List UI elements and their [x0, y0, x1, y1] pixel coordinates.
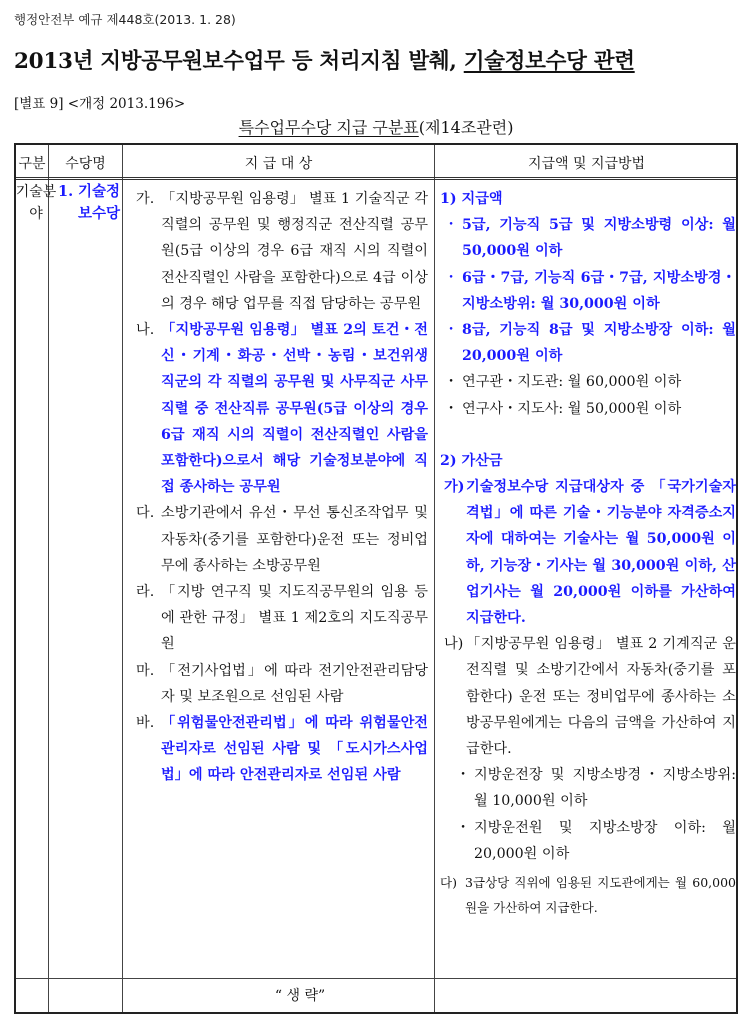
item-text: 「전기사업법」에 따라 전기안전관리담당자 및 보조원으로 선임된 사람	[161, 662, 428, 705]
target-item	[136, 500, 428, 579]
surcharge-sub-item	[440, 762, 736, 814]
item-marker: 가.	[136, 191, 155, 207]
item-text: 「지방공무원 임용령」 별표 2의 토건・전신・기계・화공・선박・농림・보건위생 직군의 각 직렬의 공무원 및 사무직군 사무직렬 중 전산직류 공무원(5급 이상의 경우 6급 재직 시의 직렬이 전산직렬인 사람을 포함한다)으로서 해당 기술정보분야에 직접 종사하는 공무원	[161, 322, 428, 496]
item-text: 연구관・지도관: 월 60,000원 이하	[462, 374, 682, 391]
document-title-main: 2013년 지방공무원보수업무 등 처리지침 발췌,	[14, 49, 464, 74]
appendix-label: [별표 9] <개정 2013.196>	[14, 96, 186, 112]
bullet-marker: ・	[456, 767, 471, 784]
item-marker: 나.	[136, 322, 155, 339]
surcharge-section-title: 2) 가산금	[440, 452, 503, 469]
payment-item	[440, 369, 736, 395]
target-item	[136, 579, 428, 658]
item-text: 3급상당 직위에 임용된 지도관에게는 월 60,000원을 가산하여 지급한다.	[465, 875, 736, 916]
surcharge-item	[440, 870, 736, 920]
target-item	[136, 710, 428, 789]
payment-cell	[440, 186, 736, 920]
table-title-underlined: 특수업무수당 지급 구분표	[238, 118, 419, 137]
payment-item	[440, 212, 736, 264]
column-header-category: 구분	[18, 156, 46, 172]
item-text: 지방운전장 및 지방소방경・지방소방위: 월 10,000원 이하	[474, 767, 736, 810]
document-title-underlined: 기술정보수당 관련	[463, 49, 635, 74]
item-text: 소방기관에서 유선・무선 통신조작업무 및 자동차(중기를 포함한다)운전 또는 정비업무에 종사하는 소방공무원	[161, 505, 428, 574]
surcharge-item	[440, 474, 736, 631]
item-text: 6급・7급, 기능직 6급・7급, 지방소방경・지방소방위: 월 30,000원 이하	[462, 269, 736, 312]
bullet-marker: ・	[444, 217, 459, 234]
allowance-name: 기술정보수당	[78, 183, 121, 222]
surcharge-sub-item	[440, 815, 736, 867]
target-item	[136, 186, 428, 317]
footer-divider	[16, 978, 736, 979]
bullet-marker: ・	[444, 400, 459, 417]
bullet-marker: ・	[444, 269, 459, 286]
regulation-reference: 행정안전부 예규 제448호(2013. 1. 28)	[14, 12, 236, 27]
column-header-payment: 지급액 및 지급방법	[527, 156, 646, 172]
document-title	[14, 44, 635, 75]
target-item	[136, 317, 428, 500]
target-item	[136, 658, 428, 710]
column-header-target: 지 급 대 상	[244, 156, 313, 172]
item-text: 「위험물안전관리법」에 따라 위험물안전관리자로 선임된 사람 및 「도시가스사업법」에 따라 안전관리자로 선임된 사람	[161, 715, 428, 784]
item-text: 8급, 기능직 8급 및 지방소방장 이하: 월 20,000원 이하	[462, 322, 736, 365]
item-marker: 바.	[136, 715, 155, 732]
item-text: 5급, 기능직 5급 및 지방소방령 이상: 월 50,000원 이하	[462, 217, 736, 260]
omitted-note: “ 생 략”	[274, 988, 326, 1004]
item-text: 「지방공무원 임용령」 별표 2 기계직군 운전직렬 및 소방기간에서 자동차(중기를 포함한다) 운전 또는 정비업무에 종사하는 소방공무원에게는 다음의 금액을 가산하여 지급한다.	[466, 636, 736, 758]
table-title	[0, 115, 752, 138]
column-divider	[434, 145, 435, 1012]
target-cell	[136, 186, 428, 789]
column-divider	[48, 145, 49, 1012]
item-text: 기술정보수당 지급대상자 중 「국가기술자격법」에 따른 기술・기능분야 자격증소지자에 대하여는 기술사는 월 50,000원 이하, 기능장・기사는 월 30,000원 이하, 산업기사는 월 20,000원 이하를 가산하여 지급한다.	[466, 479, 736, 627]
column-header-allowance: 수당명	[65, 156, 106, 172]
item-marker: 마.	[136, 662, 155, 679]
item-marker: 다)	[440, 875, 457, 891]
item-marker: 다.	[136, 505, 155, 522]
bullet-marker: ・	[444, 322, 459, 339]
item-text: 「지방공무원 임용령」 별표 1 기술직군 각 직렬의 공무원 및 행정직군 전산직렬 공무원(5급 이상의 경우 6급 재직 시의 직렬이 전산직렬인 사람을 포함한다)으로 4급 이상의 경우 해당 업무를 직접 담당하는 공무원	[161, 191, 428, 312]
item-marker: 라.	[136, 584, 155, 601]
payment-item	[440, 396, 736, 422]
allowance-name-cell	[58, 181, 122, 225]
bullet-marker: ・	[456, 819, 471, 836]
bullet-marker: ・	[444, 374, 459, 391]
item-marker: 나)	[444, 636, 464, 653]
header-divider	[16, 177, 736, 180]
item-text: 연구사・지도사: 월 50,000원 이하	[462, 400, 682, 417]
table-title-rest: (제14조관련)	[418, 118, 514, 137]
column-divider	[122, 145, 123, 1012]
item-text: 「지방 연구직 및 지도직공무원의 임용 등에 관한 규정」 별표 1 제2호의 지도직공무원	[161, 584, 428, 653]
item-marker: 가)	[444, 479, 465, 496]
payment-item	[440, 265, 736, 317]
item-text: 지방운전원 및 지방소방장 이하: 월 20,000원 이하	[474, 819, 736, 862]
payment-item	[440, 317, 736, 369]
category-cell: 기술분야	[15, 184, 57, 222]
payment-section-title: 1) 지급액	[440, 191, 503, 207]
allowance-number: 1.	[58, 183, 74, 200]
surcharge-item	[440, 631, 736, 762]
